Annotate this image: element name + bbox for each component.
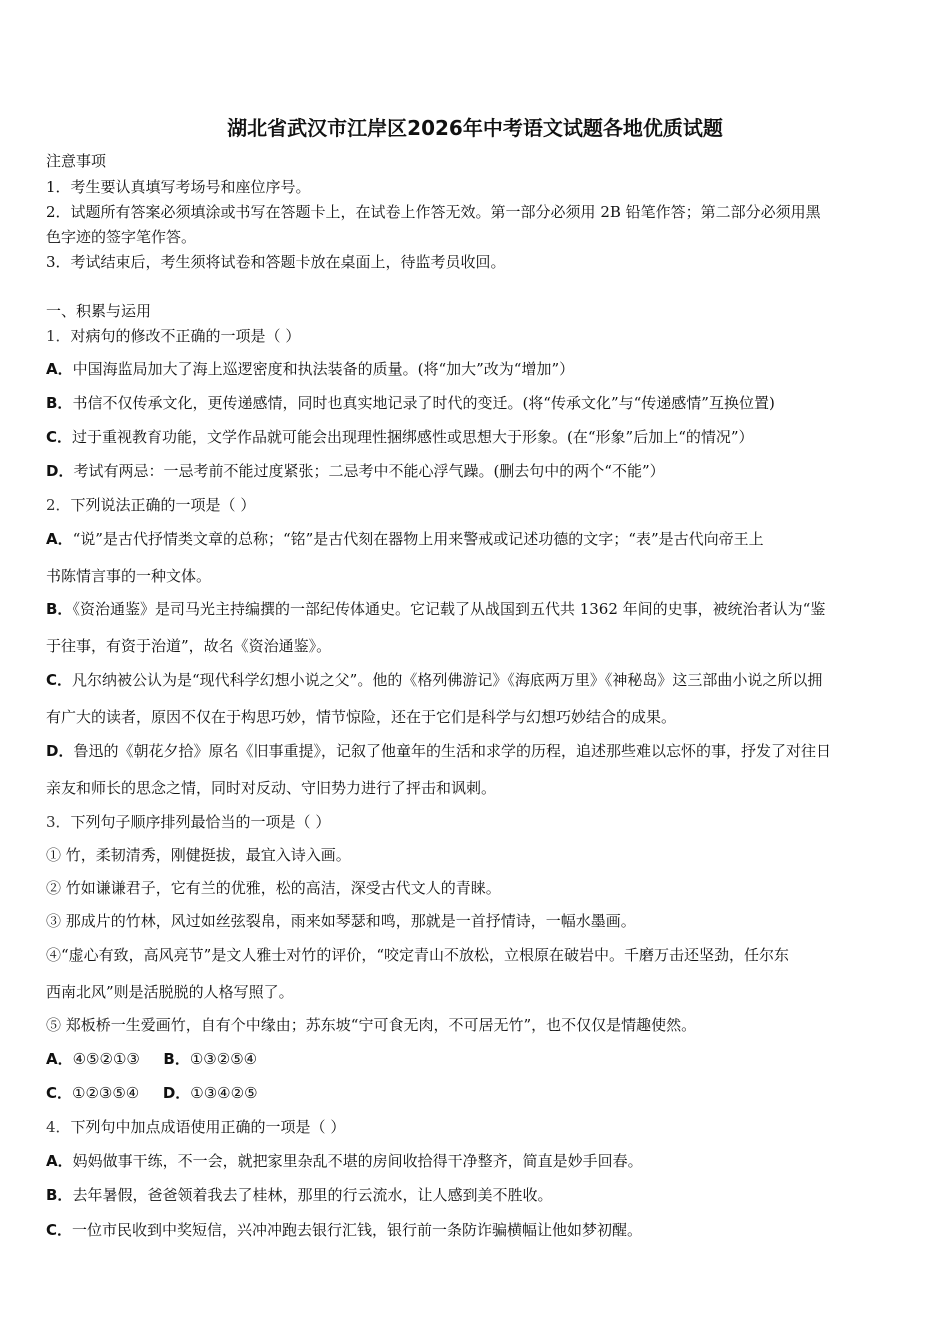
- question-text: 下列说法正确的一项是（ ）: [70, 496, 256, 514]
- question-2-option-c[interactable]: [46, 670, 908, 690]
- question-3-sentence-4: ④“虚心有致，高风亮节”是文人雅士对竹的评价，“咬定青山不放松，立根原在破岩中。千磨万击还坚劲，任尔东: [46, 946, 790, 964]
- option-text: 妈妈做事干练，不一会，就把家里杂乱不堪的房间收拾得干净整齐，简直是妙手回春。: [72, 1152, 643, 1170]
- option-text: ①③④②⑤: [190, 1084, 258, 1102]
- question-3-sentence-1: ① 竹，柔韧清秀，刚健挺拔，最宜入诗入画。: [46, 846, 351, 864]
- option-letter: A．: [46, 360, 73, 378]
- option-letter: B．: [163, 1050, 190, 1068]
- question-3-option-d[interactable]: [163, 1084, 258, 1102]
- option-letter: C．: [46, 428, 73, 446]
- option-letter: C．: [46, 1084, 73, 1102]
- question-number: 3．: [46, 813, 71, 831]
- notice-item-2: 2．试题所有答案必须填涂或书写在答题卡上，在试卷上作答无效。第一部分必须用 2B 铅笔作答；第二部分必须用黑: [46, 203, 821, 221]
- section-heading: 一、积累与运用: [46, 302, 152, 320]
- question-1-option-a[interactable]: [46, 359, 908, 379]
- question-3-choices-row-1: [46, 1049, 908, 1069]
- question-1-option-d[interactable]: [46, 461, 908, 481]
- option-letter: A．: [46, 1152, 73, 1170]
- question-2-option-b-cont: 于往事，有资于治道”，故名《资治通鉴》。: [46, 637, 332, 655]
- option-letter: B．: [46, 600, 73, 618]
- question-number: 2．: [46, 496, 71, 514]
- option-text: 考试有两忌：一忌考前不能过度紧张；二忌考中不能心浮气躁。(删去句中的两个“不能”）: [73, 462, 665, 480]
- question-2-option-b[interactable]: [46, 599, 908, 619]
- question-3-option-c[interactable]: [46, 1084, 139, 1102]
- option-text: 鲁迅的《朝花夕拾》原名《旧事重提》，记叙了他童年的生活和求学的历程，追述那些难以忘怀的事，抒发了对往日: [73, 742, 831, 760]
- question-3-sentence-5: ⑤ 郑板桥一生爱画竹，自有个中缘由；苏东坡“宁可食无肉，不可居无竹”，也不仅仅是情趣使然。: [46, 1016, 697, 1034]
- notice-item-3: 3．考试结束后，考生须将试卷和答题卡放在桌面上，待监考员收回。: [46, 253, 506, 271]
- question-3-sentence-4-cont: 西南北风”则是活脱脱的人格写照了。: [46, 983, 294, 1001]
- option-text: 书信不仅传承文化，更传递感情，同时也真实地记录了时代的变迁。(将“传承文化”与“传递感情”互换位置): [72, 394, 775, 412]
- page-title: 湖北省武汉市江岸区2026年中考语文试题各地优质试题: [227, 116, 723, 140]
- option-text: 《资治通鉴》是司马光主持编撰的一部纪传体通史。它记载了从战国到五代共 1362 年间的史事，被统治者认为“鉴: [72, 600, 826, 618]
- question-2-option-d[interactable]: [46, 741, 908, 761]
- option-letter: B．: [46, 394, 73, 412]
- option-letter: A．: [46, 1050, 73, 1068]
- question-1-option-c[interactable]: [46, 427, 908, 447]
- question-text: 下列句中加点成语使用正确的一项是（ ）: [70, 1118, 346, 1136]
- question-3-sentence-3: ③ 那成片的竹林，风过如丝弦裂帛，雨来如琴瑟和鸣，那就是一首抒情诗，一幅水墨画。: [46, 912, 636, 930]
- notice-item-2-cont: 色字迹的签字笔作答。: [46, 228, 197, 246]
- question-2-option-a[interactable]: [46, 529, 908, 549]
- option-letter: C．: [46, 671, 73, 689]
- notice-item-1: 1．考生要认真填写考场号和座位序号。: [46, 178, 311, 196]
- option-text: 去年暑假，爸爸领着我去了桂林，那里的行云流水，让人感到美不胜收。: [72, 1186, 553, 1204]
- question-2-stem: [46, 495, 908, 515]
- question-3-choices-row-2: [46, 1083, 908, 1103]
- question-3-option-b[interactable]: [163, 1050, 257, 1068]
- option-text: 过于重视教育功能，文学作品就可能会出现理性捆绑感性或思想大于形象。(在“形象”后加上“的情况”）: [72, 428, 754, 446]
- option-text: 凡尔纳被公认为是“现代科学幻想小说之父”。他的《格列佛游记》《海底两万里》《神秘岛》这三部曲小说之所以拥: [72, 671, 823, 689]
- notice-heading: 注意事项: [46, 152, 107, 170]
- question-4-stem: [46, 1117, 908, 1137]
- option-letter: D．: [162, 1084, 191, 1102]
- question-2-option-a-cont: 书陈情言事的一种文体。: [46, 567, 212, 585]
- question-2-option-d-cont: 亲友和师长的思念之情，同时对反动、守旧势力进行了抨击和讽刺。: [46, 779, 497, 797]
- question-text: 对病句的修改不正确的一项是（ ）: [70, 327, 301, 345]
- question-3-option-a[interactable]: [46, 1050, 140, 1068]
- option-letter: B．: [46, 1186, 73, 1204]
- option-letter: D．: [46, 462, 74, 480]
- option-text: ④⑤②①③: [72, 1050, 140, 1068]
- option-letter: C．: [46, 1221, 73, 1239]
- question-number: 4．: [46, 1118, 71, 1136]
- question-1-stem: [46, 326, 908, 346]
- option-text: ①③②⑤④: [189, 1050, 258, 1068]
- option-text: ①②③⑤④: [72, 1084, 140, 1102]
- question-4-option-a[interactable]: [46, 1151, 908, 1171]
- question-number: 1．: [46, 327, 71, 345]
- question-1-option-b[interactable]: [46, 393, 908, 413]
- question-3-stem: [46, 812, 908, 832]
- question-4-option-c[interactable]: [46, 1220, 908, 1240]
- question-4-option-b[interactable]: [46, 1185, 908, 1205]
- question-text: 下列句子顺序排列最恰当的一项是（ ）: [70, 813, 331, 831]
- option-letter: A．: [46, 530, 73, 548]
- option-text: “说”是古代抒情类文章的总称；“铭”是古代刻在器物上用来警戒或记述功德的文字；“表”是古代向帝王上: [72, 530, 764, 548]
- option-text: 中国海监局加大了海上巡逻密度和执法装备的质量。(将“加大”改为“增加”）: [72, 360, 575, 378]
- option-text: 一位市民收到中奖短信，兴冲冲跑去银行汇钱，银行前一条防诈骗横幅让他如梦初醒。: [72, 1221, 643, 1239]
- option-letter: D．: [46, 742, 74, 760]
- question-2-option-c-cont: 有广大的读者，原因不仅在于构思巧妙，情节惊险，还在于它们是科学与幻想巧妙结合的成果。: [46, 708, 677, 726]
- question-3-sentence-2: ② 竹如谦谦君子，它有兰的优雅，松的高洁，深受古代文人的青睐。: [46, 879, 501, 897]
